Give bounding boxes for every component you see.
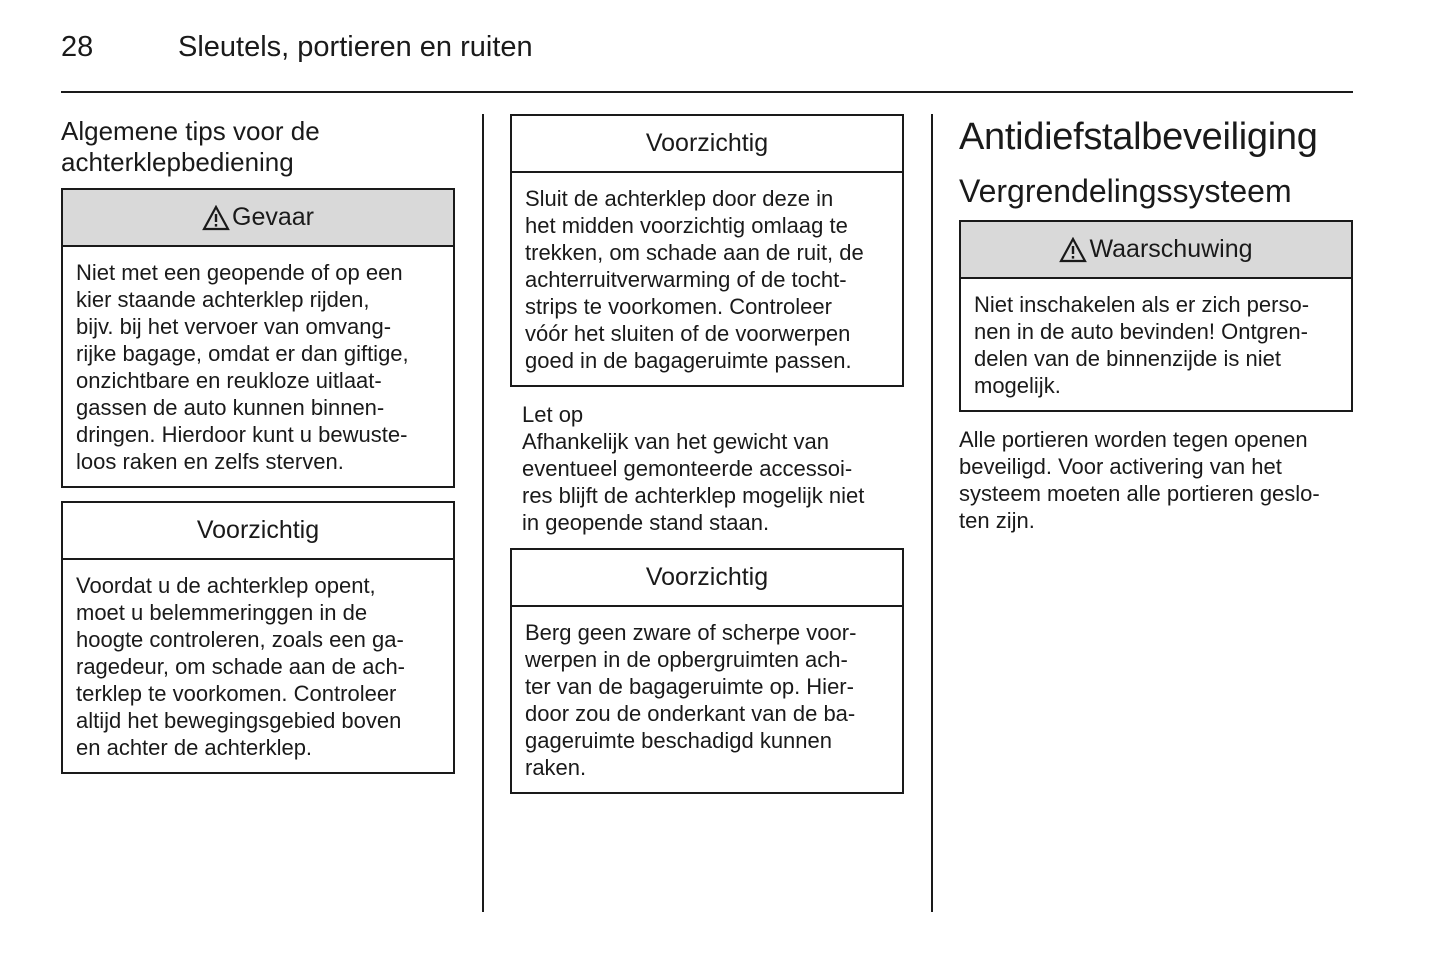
text-line: Niet met een geopende of op een	[76, 260, 403, 285]
text-line: raken.	[525, 755, 587, 780]
text-line: gageruimte beschadigd kunnen	[525, 728, 833, 753]
caution-box-body	[512, 173, 902, 385]
text-line: res blijft de achterklep mogelijk niet	[522, 483, 865, 508]
caution-box-title: Voorzichtig	[63, 503, 453, 560]
sub-heading: Vergrendelingssysteem	[959, 173, 1292, 209]
warning-box-title	[961, 222, 1351, 279]
text-line: delen van de binnenzijde is niet	[974, 346, 1282, 371]
chapter-title: Sleutels, portieren en ruiten	[178, 31, 533, 63]
caution-box	[510, 114, 904, 387]
text-line: het midden voorzichtig omlaag te	[525, 213, 848, 238]
text-line: gassen de auto kunnen binnen-	[76, 395, 385, 420]
text-line: strips te voorkomen. Controleer	[525, 294, 832, 319]
warning-triangle-icon	[202, 205, 230, 231]
text-line: systeem moeten alle portieren geslo-	[959, 481, 1320, 506]
text-line: onzichtbare en reukloze uitlaat-	[76, 368, 382, 393]
text-line: altijd het bewegingsgebied boven	[76, 708, 402, 733]
caution-box-title: Voorzichtig	[512, 550, 902, 607]
header-rule	[61, 91, 1353, 93]
caution-box-body	[512, 607, 902, 792]
text-line: ragedeur, om schade aan de ach-	[76, 654, 406, 679]
text-line: werpen in de opbergruimten ach-	[525, 647, 848, 672]
text-line: Alle portieren worden tegen openen	[959, 427, 1308, 452]
text-line: vóór het sluiten of de voorwerpen	[525, 321, 851, 346]
warning-triangle-icon	[1059, 237, 1087, 263]
text-line: en achter de achterklep.	[76, 735, 313, 760]
caution-box-title: Voorzichtig	[512, 116, 902, 173]
heading-line: achterklepbediening	[61, 147, 294, 177]
warning-box-title-text: Waarschuwing	[1089, 235, 1253, 263]
caution-box-body	[63, 560, 453, 772]
text-line: beveiligd. Voor activering van het	[959, 454, 1282, 479]
text-line: goed in de bagageruimte passen.	[525, 348, 852, 373]
text-line: door zou de onderkant van de ba-	[525, 701, 856, 726]
danger-box	[61, 188, 455, 488]
column-middle	[510, 114, 904, 794]
heading-line: Algemene tips voor de	[61, 116, 320, 146]
danger-box-body	[63, 247, 453, 486]
caution-box	[510, 548, 904, 794]
text-line: loos raken en zelfs sterven.	[76, 449, 344, 474]
column-divider-left	[482, 114, 484, 912]
text-line: moet u belemmeringgen in de	[76, 600, 368, 625]
column-right	[959, 116, 1353, 534]
text-line: Sluit de achterklep door deze in	[525, 186, 834, 211]
text-line: achterruitverwarming of de tocht-	[525, 267, 847, 292]
main-heading: Antidiefstalbeveiliging	[959, 116, 1318, 158]
caution-box	[61, 501, 455, 774]
note	[510, 401, 904, 536]
text-line: Afhankelijk van het gewicht van	[522, 429, 829, 454]
text-line: kier staande achterklep rijden,	[76, 287, 370, 312]
text-line: ten zijn.	[959, 508, 1035, 533]
text-line: dringen. Hierdoor kunt u bewuste-	[76, 422, 408, 447]
danger-box-title-text: Gevaar	[232, 203, 314, 231]
column-divider-right	[931, 114, 933, 912]
text-line: bijv. bij het vervoer van omvang-	[76, 314, 392, 339]
section-heading	[61, 116, 455, 178]
text-line: in geopende stand staan.	[522, 510, 770, 535]
warning-box-body	[961, 279, 1351, 410]
column-left	[61, 116, 455, 774]
text-line: rijke bagage, omdat er dan giftige,	[76, 341, 409, 366]
text-line: ter van de bagageruimte op. Hier-	[525, 674, 854, 699]
text-line: trekken, om schade aan de ruit, de	[525, 240, 864, 265]
text-line: eventueel gemonteerde accessoi-	[522, 456, 853, 481]
danger-box-title	[63, 190, 453, 247]
text-line: mogelijk.	[974, 373, 1061, 398]
text-line: Voordat u de achterklep opent,	[76, 573, 376, 598]
note-label: Let op	[522, 402, 584, 427]
text-line: Berg geen zware of scherpe voor-	[525, 620, 857, 645]
note-text	[522, 428, 904, 536]
page-number: 28	[61, 31, 94, 63]
text-line: terklep te voorkomen. Controleer	[76, 681, 397, 706]
text-line: hoogte controleren, zoals een ga-	[76, 627, 404, 652]
body-text	[959, 426, 1353, 534]
text-line: nen in de auto bevinden! Ontgren-	[974, 319, 1308, 344]
warning-box	[959, 220, 1353, 412]
text-line: Niet inschakelen als er zich perso-	[974, 292, 1310, 317]
